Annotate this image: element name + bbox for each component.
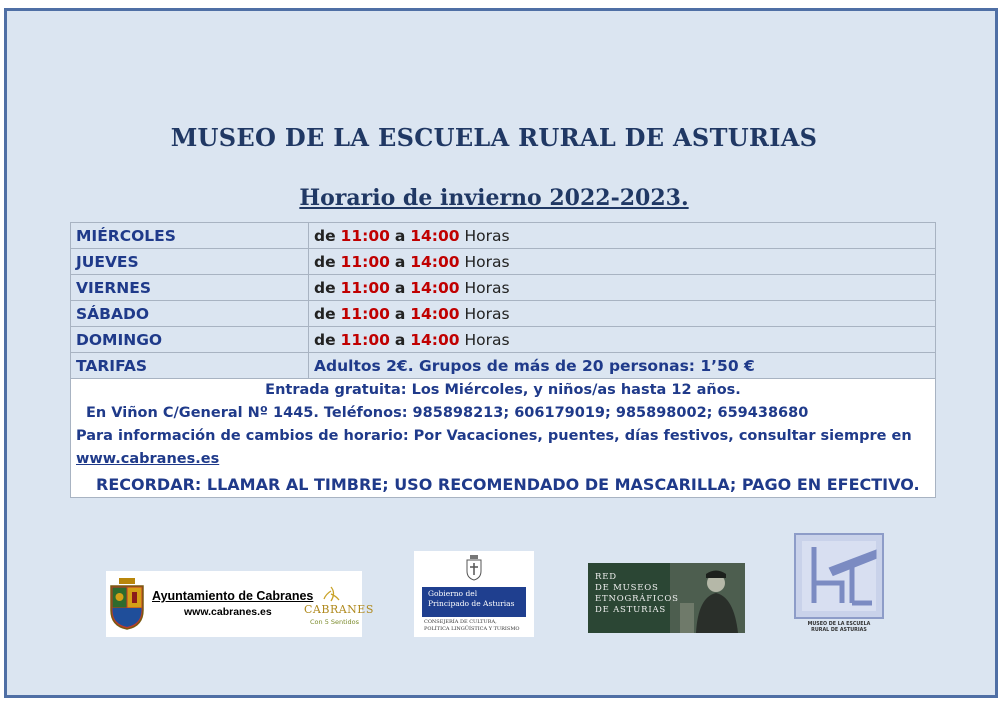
gobierno-line4: POLÍTICA LINGÜÍSTICA Y TURISMO bbox=[424, 626, 520, 632]
schedule-row bbox=[71, 301, 936, 327]
day-label: SÁBADO bbox=[71, 301, 309, 327]
cabranes-url: www.cabranes.es bbox=[184, 606, 272, 618]
gobierno-line1: Gobierno del bbox=[428, 589, 478, 598]
cabranes-tagline: Con 5 Sentidos bbox=[310, 618, 359, 626]
free-entry-text: Entrada gratuita: Los Miércoles, y niños/as hasta 12 años. bbox=[265, 382, 741, 398]
hours-cell: de 11:00 a 14:00 Horas bbox=[309, 301, 936, 327]
gobierno-line2: Principado de Asturias bbox=[428, 599, 515, 608]
day-label: VIERNES bbox=[71, 275, 309, 301]
schedule-row bbox=[71, 327, 936, 353]
schedule-row bbox=[71, 275, 936, 301]
schedule-changes-text: Para información de cambios de horario: Por Vacaciones, puentes, días festivos, consultar siempre en bbox=[76, 428, 912, 444]
reminder-text: RECORDAR: LLAMAR AL TIMBRE; USO RECOMENDADO DE MASCARILLA; PAGO EN EFECTIVO. bbox=[96, 475, 920, 494]
page-subtitle: Horario de invierno 2022-2023. bbox=[299, 185, 689, 211]
gobierno-line3: CONSEJERÍA DE CULTURA, bbox=[424, 619, 497, 625]
address-text: En Viñon C/General Nº 1445. Teléfonos: 985898213; 606179019; 985898002; 659438680 bbox=[86, 405, 809, 421]
museo-escuela-logo bbox=[794, 533, 884, 639]
page-title: MUSEO DE LA ESCUELA RURAL DE ASTURIAS bbox=[170, 123, 818, 152]
info-cell bbox=[71, 379, 936, 498]
info-row bbox=[71, 379, 936, 498]
website-link[interactable]: www.cabranes.es bbox=[76, 451, 220, 467]
tarifas-value: Adultos 2€. Grupos de más de 20 personas: 1’50 € bbox=[309, 353, 936, 379]
red-line3: ETNOGRÁFICOS bbox=[595, 594, 679, 604]
gobierno-band bbox=[422, 587, 526, 617]
red-line2: DE MUSEOS bbox=[595, 583, 659, 593]
schedule-row bbox=[71, 223, 936, 249]
cabranes-logo bbox=[106, 571, 374, 637]
museo-line1: MUSEO DE LA ESCUELA bbox=[807, 622, 871, 627]
asturias-crest-icon bbox=[465, 555, 483, 581]
hours-cell: de 11:00 a 14:00 Horas bbox=[309, 249, 936, 275]
schedule-row bbox=[71, 249, 936, 275]
schedule-table bbox=[70, 222, 936, 498]
red-line1: RED bbox=[595, 572, 617, 582]
cabranes-name: Ayuntamiento de Cabranes bbox=[152, 589, 314, 603]
tree-icon bbox=[316, 585, 346, 603]
tarifas-row bbox=[71, 353, 936, 379]
hours-cell: de 11:00 a 14:00 Horas bbox=[309, 223, 936, 249]
day-label: DOMINGO bbox=[71, 327, 309, 353]
cabranes-brand: CABRANES bbox=[304, 603, 374, 616]
day-label: JUEVES bbox=[71, 249, 309, 275]
red-museos-logo bbox=[588, 563, 745, 633]
gobierno-logo bbox=[414, 551, 534, 637]
coat-of-arms-icon bbox=[109, 578, 145, 630]
museo-line2: RURAL DE ASTURIAS bbox=[811, 628, 867, 633]
hours-cell: de 11:00 a 14:00 Horas bbox=[309, 275, 936, 301]
red-line4: DE ASTURIAS bbox=[595, 605, 667, 615]
tarifas-label: TARIFAS bbox=[71, 353, 309, 379]
day-label: MIÉRCOLES bbox=[71, 223, 309, 249]
hours-cell: de 11:00 a 14:00 Horas bbox=[309, 327, 936, 353]
school-desk-icon bbox=[794, 533, 884, 619]
